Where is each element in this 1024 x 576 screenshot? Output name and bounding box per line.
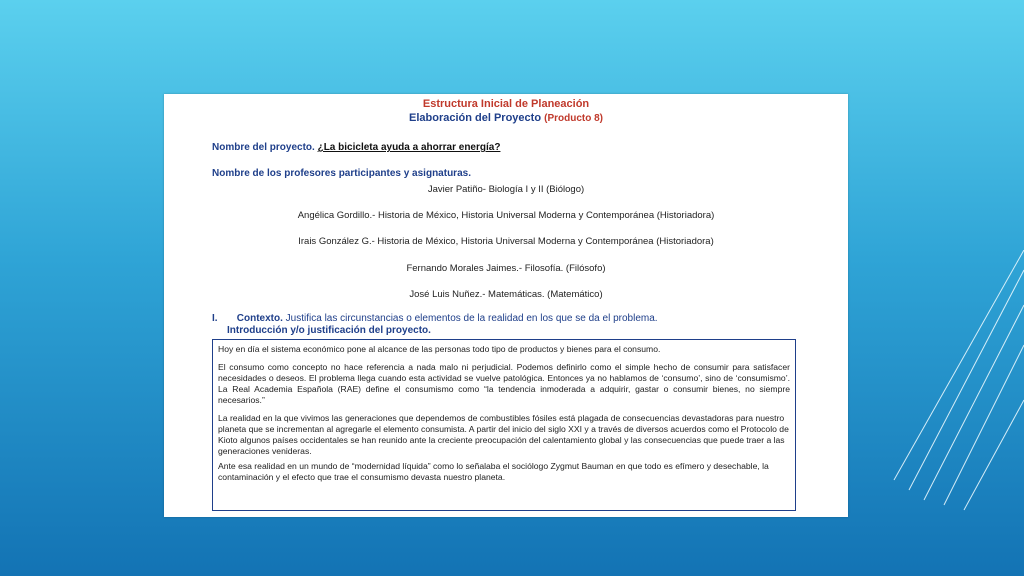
intro-heading: Introducción y/o justificación del proyecto. <box>227 325 431 336</box>
subtitle-text: Elaboración del Proyecto <box>409 112 542 124</box>
professor-item: José Luis Nuñez.- Matemáticas. (Matemático) <box>409 289 603 300</box>
document-page <box>164 94 848 517</box>
paragraph: El consumo como concepto no hace referencia a nada malo ni perjudicial. Podemos definirlo como el simple hecho de consumir para satisfacer necesidades o deseos. El problema llega cuando esta actividad se vuelve patológica. Entonces ya no hablamos de ‘consumo’, sino de ‘consumismo’. La Real Academia Española (RAE) define el consumismo como “la tendencia inmoderada a adquirir, gastar o consumir bienes, no siempre necesarios.” <box>218 362 790 405</box>
section-heading <box>212 313 658 324</box>
project-title: ¿La bicicleta ayuda a ahorrar energía? <box>317 142 501 153</box>
project-label: Nombre del proyecto. <box>212 142 315 153</box>
section-number: I. <box>212 313 218 324</box>
paragraph: Ante esa realidad en un mundo de “modernidad líquida” como lo señalaba el sociólogo Zygmut Bauman en que todo es efímero y desechable, la contaminación y el efecto que trae el consumismo devasta nuestro planeta. <box>218 461 769 482</box>
decorative-lines <box>884 250 1024 520</box>
document-subtitle <box>164 112 848 124</box>
content-box <box>212 339 796 511</box>
professors-heading: Nombre de los profesores participantes y asignaturas. <box>212 168 471 179</box>
professor-item: Angélica Gordillo.- Historia de México, Historia Universal Moderna y Contemporánea (Historiadora) <box>297 210 715 221</box>
section-description: Justifica las circunstancias o elementos de la realidad en los que se da el problema. <box>285 313 658 324</box>
document-title: Estructura Inicial de Planeación <box>422 98 590 110</box>
section-title: Contexto. <box>236 313 283 324</box>
product-label: (Producto 8) <box>544 113 603 124</box>
paragraph: La realidad en la que vivimos las generaciones que dependemos de combustibles fósiles está plagada de consecuencias devastadoras para nuestro planeta que se incrementan al agregarle el elemento consumista. A partir del inicio del siglo XXI y a través de diversos acuerdos como el Protocolo de Kioto algunos países occidentales se han reunido ante la creciente preocupación del calentamiento global y las consecuencias que puede traer a las generaciones venideras. <box>218 413 789 456</box>
project-name <box>212 142 500 153</box>
professor-item: Irais González G.- Historia de México, Historia Universal Moderna y Contemporánea (Historiadora) <box>298 236 714 247</box>
paragraph: Hoy en día el sistema económico pone al alcance de las personas todo tipo de productos y bienes para el consumo. <box>218 344 661 354</box>
professor-item: Javier Patiño- Biología I y II (Biólogo) <box>427 184 585 195</box>
professor-item: Fernando Morales Jaimes.- Filosofía. (Filósofo) <box>406 263 606 274</box>
